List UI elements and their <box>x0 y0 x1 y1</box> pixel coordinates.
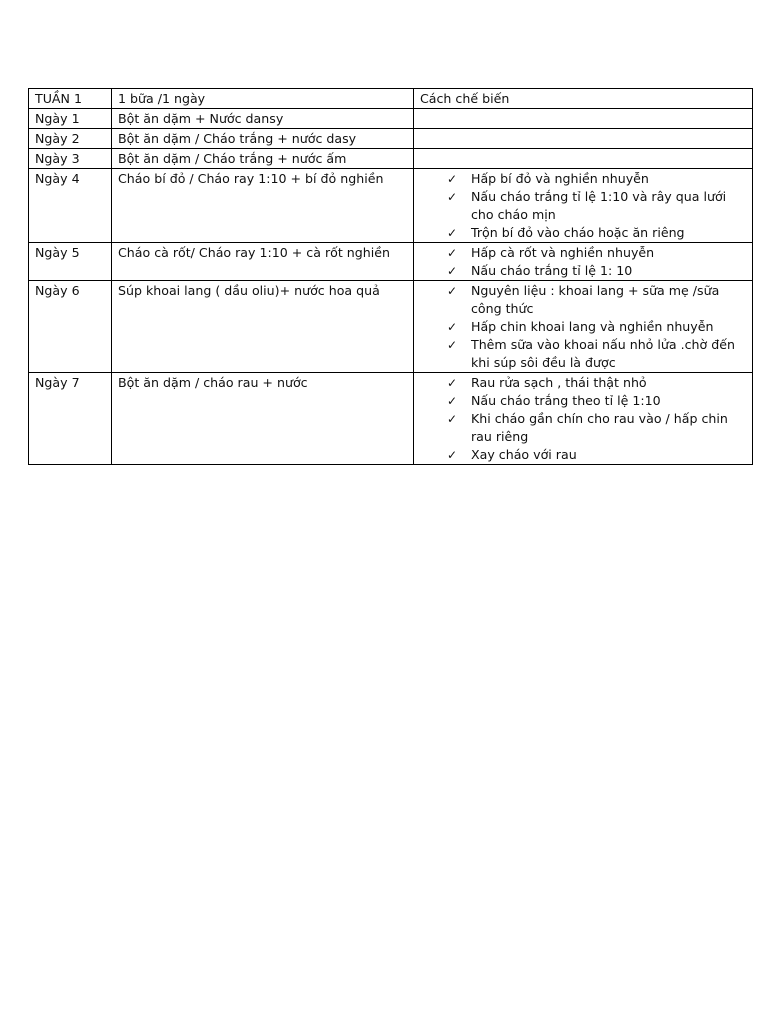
menu-cell: Súp khoai lang ( dầu oliu)+ nước hoa quả <box>112 281 414 373</box>
meal-plan-body <box>29 89 753 465</box>
step-text: Hấp chin khoai lang và nghiền nhuyễn <box>471 319 714 334</box>
table-row <box>29 149 753 169</box>
menu-cell: Cháo bí đỏ / Cháo ray 1:10 + bí đỏ nghiền <box>112 169 414 243</box>
table-row <box>29 169 753 243</box>
steps-list <box>420 170 747 242</box>
table-row <box>29 281 753 373</box>
step-text: Khi cháo gần chín cho rau vào / hấp chin rau riêng <box>471 411 728 444</box>
menu-cell: Bột ăn dặm / cháo rau + nước <box>112 373 414 465</box>
list-item <box>445 318 747 336</box>
checkmark-icon: ✓ <box>446 190 458 204</box>
checkmark-icon: ✓ <box>446 320 458 334</box>
header-row <box>29 89 753 109</box>
table-row <box>29 373 753 465</box>
checkmark-icon: ✓ <box>446 376 458 390</box>
checkmark-icon: ✓ <box>446 246 458 260</box>
table-row <box>29 243 753 281</box>
method-header-cell: Cách chế biến <box>414 89 753 109</box>
list-item <box>445 224 747 242</box>
list-item <box>445 392 747 410</box>
day-cell: Ngày 1 <box>29 109 112 129</box>
menu-cell: Cháo cà rốt/ Cháo ray 1:10 + cà rốt nghiền <box>112 243 414 281</box>
method-cell <box>414 169 753 243</box>
list-item <box>445 446 747 464</box>
method-cell <box>414 281 753 373</box>
list-item <box>445 282 747 318</box>
checkmark-icon: ✓ <box>446 172 458 186</box>
day-cell: Ngày 7 <box>29 373 112 465</box>
checkmark-icon: ✓ <box>446 226 458 240</box>
step-text: Hấp bí đỏ và nghiền nhuyễn <box>471 171 649 186</box>
day-cell: Ngày 2 <box>29 129 112 149</box>
meal-plan-table <box>28 88 753 465</box>
table-row <box>29 109 753 129</box>
step-text: Nấu cháo trắng tỉ lệ 1: 10 <box>471 263 633 278</box>
method-cell <box>414 243 753 281</box>
step-text: Trộn bí đỏ vào cháo hoặc ăn riêng <box>471 225 685 240</box>
menu-cell: Bột ăn dặm / Cháo trắng + nước dasy <box>112 129 414 149</box>
steps-list <box>420 244 747 280</box>
week-header-cell: TUẦN 1 <box>29 89 112 109</box>
checkmark-icon: ✓ <box>446 412 458 426</box>
checkmark-icon: ✓ <box>446 448 458 462</box>
list-item <box>445 244 747 262</box>
checkmark-icon: ✓ <box>446 338 458 352</box>
checkmark-icon: ✓ <box>446 394 458 408</box>
day-cell: Ngày 4 <box>29 169 112 243</box>
list-item <box>445 188 747 224</box>
step-text: Thêm sữa vào khoai nấu nhỏ lửa .chờ đến khi súp sôi đều là được <box>471 337 735 370</box>
meal-header-cell: 1 bữa /1 ngày <box>112 89 414 109</box>
step-text: Nấu cháo trắng theo tỉ lệ 1:10 <box>471 393 661 408</box>
step-text: Hấp cà rốt và nghiền nhuyễn <box>471 245 655 260</box>
list-item <box>445 336 747 372</box>
list-item <box>445 170 747 188</box>
list-item <box>445 374 747 392</box>
method-cell <box>414 149 753 169</box>
step-text: Rau rửa sạch , thái thật nhỏ <box>471 375 647 390</box>
table-row <box>29 129 753 149</box>
day-cell: Ngày 5 <box>29 243 112 281</box>
checkmark-icon: ✓ <box>446 284 458 298</box>
steps-list <box>420 282 747 372</box>
menu-cell: Bột ăn dặm / Cháo trắng + nước ấm <box>112 149 414 169</box>
day-cell: Ngày 3 <box>29 149 112 169</box>
menu-cell: Bột ăn dặm + Nước dansy <box>112 109 414 129</box>
step-text: Nấu cháo trắng tỉ lệ 1:10 và rây qua lưới cho cháo mịn <box>471 189 727 222</box>
day-cell: Ngày 6 <box>29 281 112 373</box>
list-item <box>445 262 747 280</box>
list-item <box>445 410 747 446</box>
method-cell <box>414 129 753 149</box>
method-cell <box>414 109 753 129</box>
steps-list <box>420 374 747 464</box>
method-cell <box>414 373 753 465</box>
step-text: Xay cháo với rau <box>471 447 577 462</box>
checkmark-icon: ✓ <box>446 264 458 278</box>
step-text: Nguyên liệu : khoai lang + sữa mẹ /sữa công thức <box>471 283 720 316</box>
